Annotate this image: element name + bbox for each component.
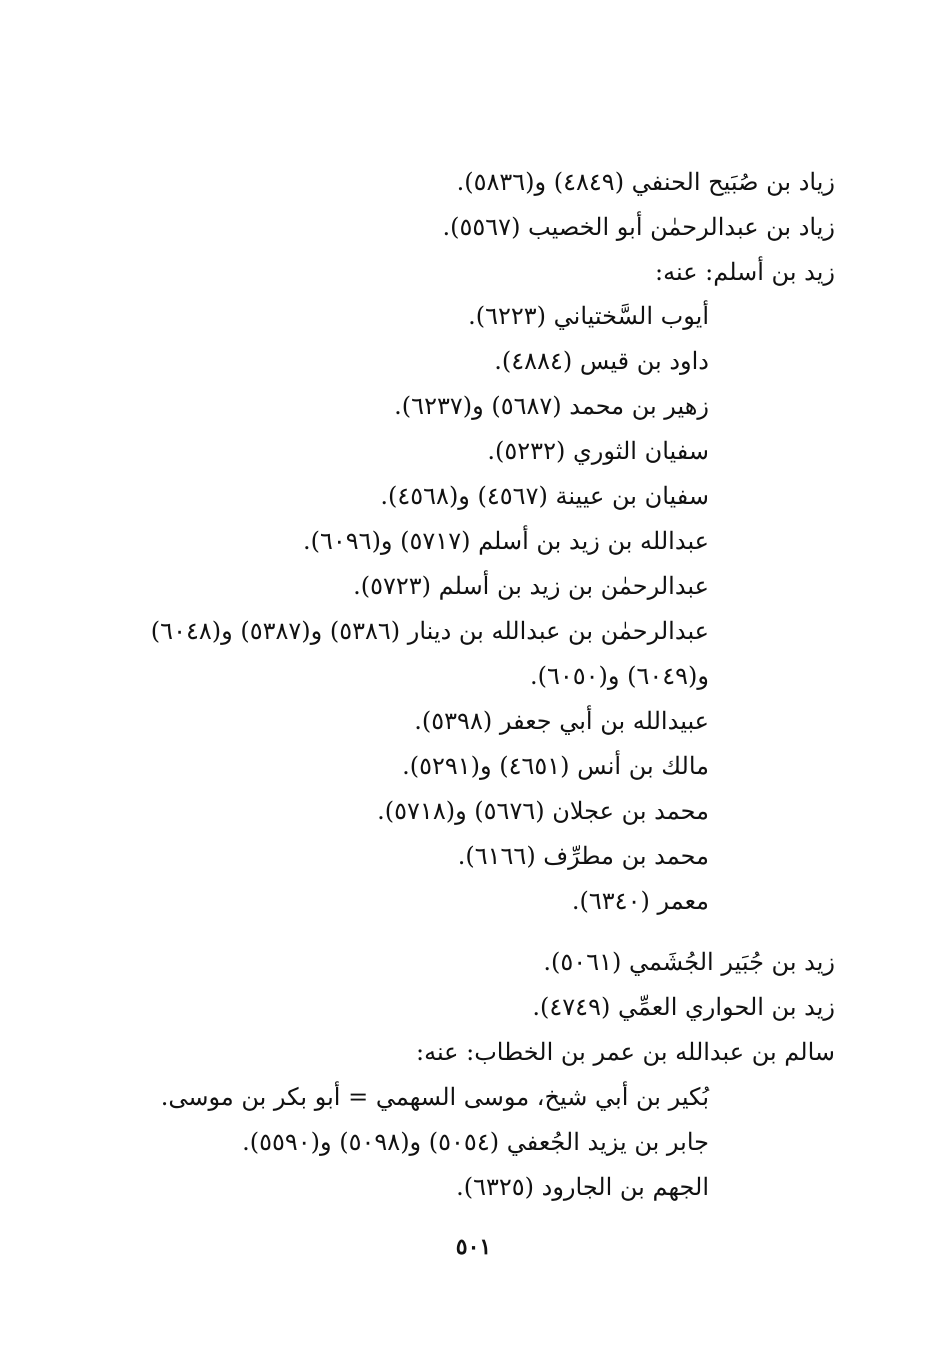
entry-zayd-al-hawari: زيد بن الحواري العمِّي (٤٧٤٩).: [532, 993, 835, 1021]
subentry-dawud-ibn-qays: داود بن قيس (٤٨٨٤).: [494, 347, 709, 375]
subentry-malik-ibn-anas: مالك بن أنس (٤٦٥١) و(٥٢٩١).: [402, 752, 709, 780]
entry-zayd-ibn-jubayr: زيد بن جُبَير الجُشَمي (٥٠٦١).: [543, 948, 835, 976]
subentry-sufyan-ibn-uyayna: سفيان بن عيينة (٤٥٦٧) و(٤٥٦٨).: [380, 482, 709, 510]
subentry-al-jahm-ibn-al-jarud: الجهم بن الجارود (٦٣٢٥).: [456, 1173, 709, 1201]
subentry-bukayr-ibn-abi-shaykh: بُكير بن أبي شيخ، موسى السهمي = أبو بكر بن موسى.: [160, 1083, 709, 1111]
subentry-muhammad-ibn-ajlan: محمد بن عجلان (٥٦٧٦) و(٥٧١٨).: [377, 797, 709, 825]
subentry-abdalrahman-ibn-dinar-continued: و(٦٠٤٩) و(٦٠٥٠).: [529, 662, 709, 690]
subentry-ayyub: أيوب السَّختياني (٦٢٢٣).: [468, 302, 709, 330]
entry-zayd-ibn-aslam-heading: زيد بن أسلم: عنه:: [655, 258, 835, 286]
entry-ziyad-abu-al-khasib: زياد بن عبدالرحمٰن أبو الخصيب (٥٥٦٧).: [442, 213, 835, 241]
entry-salim-ibn-abdallah-heading: سالم بن عبدالله بن عمر بن الخطاب: عنه:: [415, 1038, 835, 1066]
entry-ziyad-ibn-subayh: زياد بن صُبَيح الحنفي (٤٨٤٩) و(٥٨٣٦).: [456, 168, 835, 196]
subentry-mamar: معمر (٦٣٤٠).: [571, 887, 709, 915]
subentry-zuhayr-ibn-muhammad: زهير بن محمد (٥٦٨٧) و(٦٢٣٧).: [394, 392, 709, 420]
subentry-muhammad-ibn-mutarrif: محمد بن مطرِّف (٦١٦٦).: [457, 842, 709, 870]
subentry-sufyan-al-thawri: سفيان الثوري (٥٢٣٢).: [487, 437, 709, 465]
subentry-abdalrahman-ibn-dinar: عبدالرحمٰن بن عبدالله بن دينار (٥٣٨٦) و(٥٣٨٧) و(٦٠٤٨): [150, 617, 709, 645]
subentry-abdallah-ibn-zayd: عبدالله بن زيد بن أسلم (٥٧١٧) و(٦٠٩٦).: [303, 527, 709, 555]
page-number: ٥٠١: [455, 1234, 492, 1260]
subentry-ubaydallah-ibn-abi-jafar: عبيدالله بن أبي جعفر (٥٣٩٨).: [414, 707, 709, 735]
subentry-abdalrahman-ibn-zayd: عبدالرحمٰن بن زيد بن أسلم (٥٧٢٣).: [353, 572, 709, 600]
subentry-jabir-al-jufi: جابر بن يزيد الجُعفي (٥٠٥٤) و(٥٠٩٨) و(٥٥٩٠).: [242, 1128, 709, 1156]
